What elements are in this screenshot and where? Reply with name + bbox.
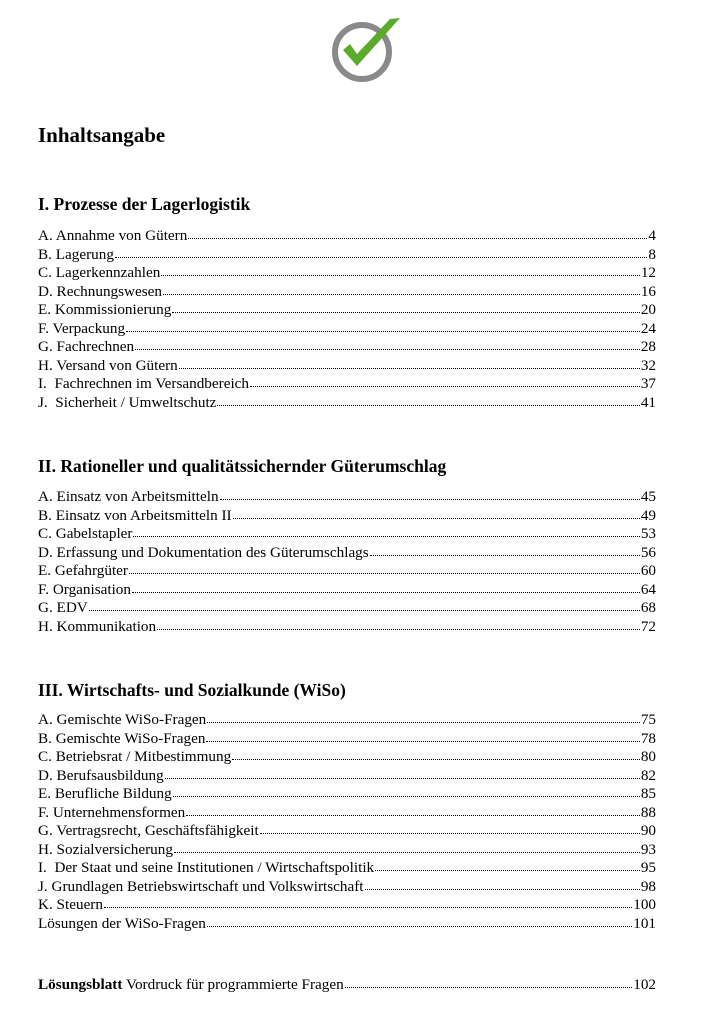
toc-entry [38, 878, 656, 897]
page-number: 56 [640, 543, 656, 561]
entry-label: E. Kommissionierung [38, 301, 172, 318]
page-number: 75 [640, 711, 656, 728]
page-number: 45 [640, 488, 656, 505]
dot-leader [104, 907, 632, 908]
dot-leader [232, 759, 640, 760]
entry-label: B. Gemischte WiSo-Fragen [38, 729, 206, 747]
page-number: 100 [633, 896, 656, 913]
page-number: 68 [640, 599, 656, 616]
dot-leader [207, 926, 632, 927]
entry-label: G. Vertragsrecht, Geschäftsfähigkeit [38, 822, 259, 839]
entry-label: D. Erfassung und Dokumentation des Güterumschlags [38, 543, 369, 561]
dot-leader [173, 796, 640, 797]
entry-label: D. Berufsausbildung [38, 766, 164, 784]
entry-label: A. Annahme von Gütern [38, 227, 188, 244]
toc-entry [38, 283, 656, 302]
dot-leader [157, 629, 640, 630]
entry-label: C. Lagerkennzahlen [38, 264, 161, 281]
toc-list-section-2 [38, 488, 656, 636]
page-number: 82 [640, 766, 656, 784]
toc-entry [38, 711, 656, 730]
entry-label: F. Unternehmensformen [38, 803, 186, 821]
entry-bold-label: Lösungsblatt [38, 976, 123, 993]
page-number: 4 [648, 227, 656, 244]
page-number: 37 [640, 375, 656, 392]
toc-entry [38, 859, 656, 878]
page-number: 85 [640, 785, 656, 802]
checkmark-icon [324, 16, 404, 82]
entry-label: H. Kommunikation [38, 617, 157, 635]
dot-leader [165, 778, 640, 779]
dot-leader [115, 257, 647, 258]
entry-label: J. Sicherheit / Umweltschutz [38, 393, 217, 411]
toc-entry [38, 227, 656, 246]
entry-label: Lösungen der WiSo-Fragen [38, 914, 206, 932]
dot-leader [375, 870, 640, 871]
toc-list-section-1 [38, 227, 656, 412]
page-number: 16 [640, 282, 656, 300]
dot-leader [132, 592, 640, 593]
dot-leader [233, 518, 640, 519]
dot-leader [260, 833, 640, 834]
dot-leader [172, 312, 640, 313]
toc-entry [38, 544, 656, 563]
toc-entry [38, 767, 656, 786]
dot-leader [365, 889, 640, 890]
page-number: 88 [640, 803, 656, 821]
dot-leader [89, 610, 640, 611]
entry-label: H. Sozialversicherung [38, 840, 173, 858]
page-number: 95 [640, 859, 656, 876]
page-number: 8 [648, 245, 656, 263]
toc-entry [38, 320, 656, 339]
toc-entry [38, 581, 656, 600]
toc-entry [38, 338, 656, 357]
dot-leader [126, 331, 640, 332]
dot-leader [217, 405, 639, 406]
toc-entry [38, 525, 656, 544]
entry-label: E. Gefahrgüter [38, 562, 128, 579]
page-number: 53 [640, 525, 656, 542]
section-heading-1: I. Prozesse der Lagerlogistik [38, 194, 251, 214]
toc-entry [38, 264, 656, 283]
toc-entry [38, 618, 656, 637]
entry-label: C. Betriebsrat / Mitbestimmung [38, 748, 232, 765]
toc-entry [38, 785, 656, 804]
entry-label: Vordruck für programmierte Fragen [125, 976, 344, 993]
page-number: 12 [640, 264, 656, 281]
entry-label: F. Organisation [38, 580, 131, 598]
dot-leader [163, 294, 640, 295]
toc-entry [38, 562, 656, 581]
page-number: 72 [640, 617, 656, 635]
toc-entry [38, 915, 656, 934]
page-number: 78 [640, 729, 656, 747]
toc-entry [38, 804, 656, 823]
page-title: Inhaltsangabe [38, 123, 166, 147]
dot-leader [186, 815, 640, 816]
page-number: 64 [640, 580, 656, 598]
toc-entry [38, 375, 656, 394]
entry-label: J. Grundlagen Betriebswirtschaft und Volkswirtschaft [38, 877, 364, 895]
dot-leader [135, 349, 640, 350]
page-number: 24 [640, 319, 656, 337]
dot-leader [174, 852, 640, 853]
entry-label: B. Einsatz von Arbeitsmitteln II [38, 506, 232, 524]
page-number: 98 [640, 877, 656, 895]
page-number: 32 [640, 356, 656, 374]
entry-label: I. Fachrechnen im Versandbereich [38, 375, 249, 392]
dot-leader [206, 741, 639, 742]
toc-entry [38, 246, 656, 265]
toc-entry [38, 896, 656, 915]
toc-entry [38, 748, 656, 767]
dot-leader [179, 368, 640, 369]
entry-label: A. Gemischte WiSo-Fragen [38, 711, 207, 728]
entry-label: I. Der Staat und seine Institutionen / Wirtschaftspolitik [38, 859, 375, 876]
toc-entry [38, 357, 656, 376]
toc-entry [38, 599, 656, 618]
dot-leader [161, 275, 640, 276]
page-number: 80 [640, 748, 656, 765]
page-number: 102 [633, 976, 656, 993]
section-heading-3: III. Wirtschafts- und Sozialkunde (WiSo) [38, 680, 346, 700]
toc-entry [38, 507, 656, 526]
page-number: 93 [640, 840, 656, 858]
dot-leader [129, 573, 640, 574]
entry-label: F. Verpackung [38, 319, 126, 337]
entry-label: D. Rechnungswesen [38, 282, 163, 300]
toc-list-section-3 [38, 711, 656, 933]
dot-leader [133, 536, 639, 537]
page-number: 28 [640, 338, 656, 355]
toc-entry [38, 488, 656, 507]
page-number: 101 [633, 914, 656, 932]
entry-label: A. Einsatz von Arbeitsmitteln [38, 488, 219, 505]
entry-label: H. Versand von Gütern [38, 356, 178, 374]
page-number: 20 [640, 301, 656, 318]
toc-entry-loesungsblatt [38, 975, 656, 995]
page-number: 90 [640, 822, 656, 839]
entry-label: C. Gabelstapler [38, 525, 133, 542]
page-number: 49 [640, 506, 656, 524]
toc-entry [38, 841, 656, 860]
dot-leader [370, 555, 640, 556]
entry-label: G. Fachrechnen [38, 338, 135, 355]
entry-label: B. Lagerung [38, 245, 114, 263]
page-number: 60 [640, 562, 656, 579]
dot-leader [220, 499, 640, 500]
entry-label: K. Steuern [38, 896, 103, 913]
dot-leader [250, 386, 640, 387]
dot-leader [188, 238, 647, 239]
entry-label: E. Berufliche Bildung [38, 785, 172, 802]
section-heading-2: II. Rationeller und qualitätssichernder Güterumschlag [38, 456, 447, 476]
toc-entry [38, 822, 656, 841]
toc-entry [38, 394, 656, 413]
dot-leader [207, 722, 640, 723]
toc-entry [38, 730, 656, 749]
dot-leader [345, 987, 633, 988]
toc-entry [38, 301, 656, 320]
page-number: 41 [640, 393, 656, 411]
entry-label: G. EDV [38, 599, 88, 616]
